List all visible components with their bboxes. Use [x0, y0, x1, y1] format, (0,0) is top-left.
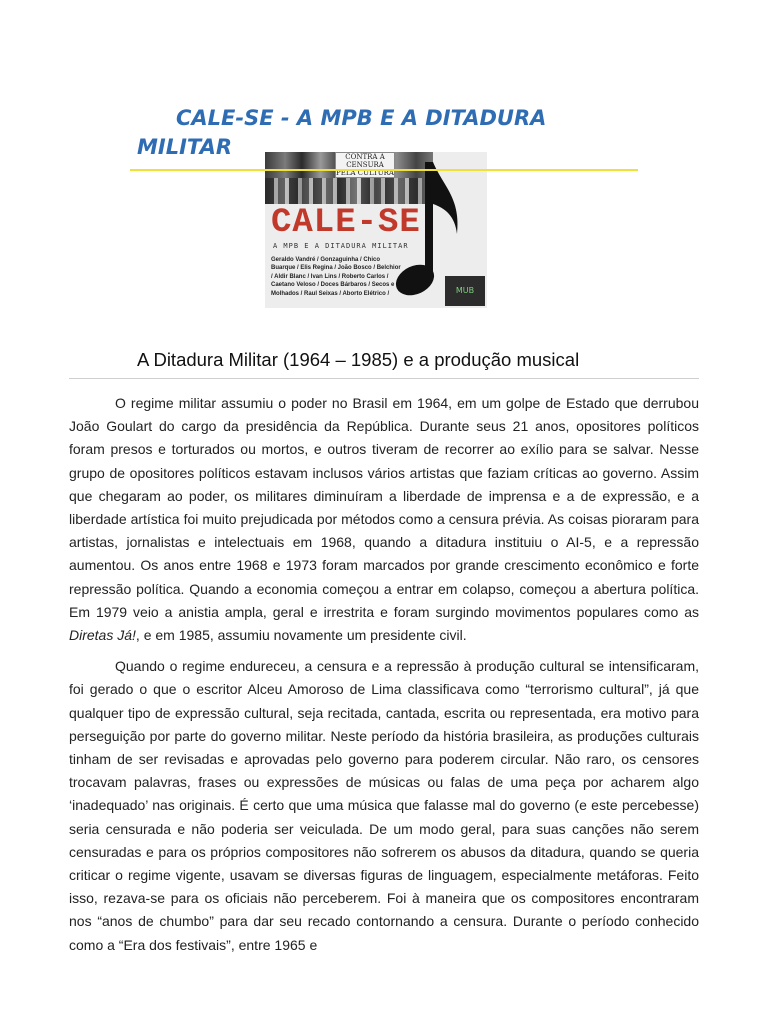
title-divider	[130, 169, 638, 171]
document-title-line1: CALE-SE - A MPB E A DITADURA	[176, 106, 547, 130]
paragraph-1-text: O regime militar assumiu o poder no Brasil em 1964, em um golpe de Estado que derrubou João Goulart do cargo da presidência da República. Durante seus 21 anos, opositores políticos foram presos e torturados ou mortos, e outros tiveram de recorrer ao exílio para se salvar. Nesse grupo de opositores políticos estavam inclusos vários artistas que faziam críticas ao governo. Assim que chegaram ao poder, os militares diminuíram a liberdade de imprensa e a de expressão, e a liberdade artística foi muito prejudicada por métodos como a censura prévia. As coisas pioraram para artistas, jornalistas e intelectuais em 1968, quando a ditadura instituiu o AI-5, e a repressão aumentou. Os anos entre 1968 e 1973 foram marcados por grande crescimento econômico e forte repressão política. Quando a economia começou a entrar em colapso, começou a abertura política. Em 1979 veio a anistia ampla, geral e irrestrita e foram surgindo movimentos populares como as	[69, 395, 699, 620]
paragraph-1-italic: Diretas Já!	[69, 627, 136, 644]
cover-stamp: CONTRA A CENSURA PELA CULTURA	[336, 153, 394, 177]
document-title-line2: MILITAR	[137, 135, 233, 159]
cover-big-text: CALE-SE	[271, 204, 421, 242]
cover-logo: MUB	[445, 276, 485, 306]
paragraph-1-text-end: , e em 1985, assumiu novamente um presidente civil.	[135, 627, 467, 644]
cover-artist-names: Geraldo Vandré / Gonzaguinha / Chico Buarque / Elis Regina / João Bosco / Belchior / Aldir Blanc / Ivan Lins / Roberto Carlos / Caetano Veloso / Doces Bárbaros / Secos e Molhados / Raul Seixas / Aborto Elétrico /	[271, 257, 401, 297]
cover-subtitle: A MPB E A DITADURA MILITAR	[273, 242, 409, 250]
section-divider	[69, 378, 699, 379]
paragraph-2: Quando o regime endureceu, a censura e a repressão à produção cultural se intensificaram, foi gerado o que o escritor Alceu Amoroso de Lima classificava como “terrorismo cultural”, já que qualquer tipo de expressão cultural, seja recitada, cantada, escrita ou representada, era motivo para perseguição por parte do governo militar. Neste período da história brasileira, as produções culturais tinham de ser revisadas e aprovadas pelo governo para poderem circular. Não raro, os censores trocavam palavras, frases ou expressões de músicas ou falas de uma peça por acharem algo ‘inadequado’ nas originais. É certo que uma música que falasse mal do governo (e este percebesse) seria censurada e não poderia ser veiculada. De um modo geral, para suas canções não serem censuradas e para os próprios compositores não sofrerem os abusos da ditadura, quando se queria criticar o regime vigente, usavam se diversas figuras de linguagem, especialmente metáforas. Feito isso, rezava-se para os oficiais não perceberem. Foi à maneira que os compositores encontraram nos “anos de chumbo” para dar seu recado contornando a censura. Durante o período conhecido como a “Era dos festivais”, entre 1965 e	[69, 658, 699, 953]
section-heading: A Ditadura Militar (1964 – 1985) e a produção musical	[137, 349, 580, 370]
cover-image	[265, 152, 487, 308]
body-text	[69, 392, 699, 965]
paragraph-1	[69, 392, 699, 647]
